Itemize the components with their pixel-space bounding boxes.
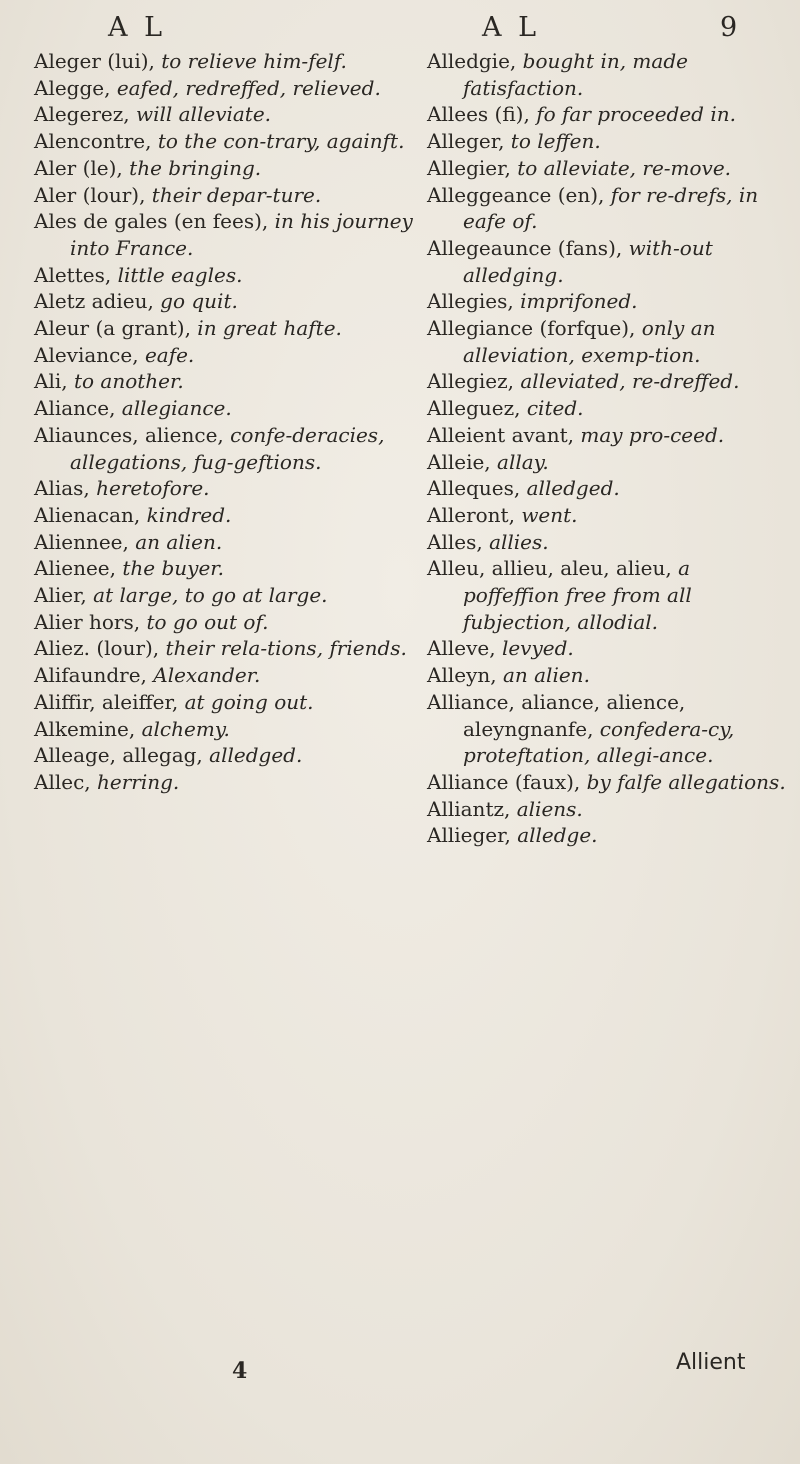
dictionary-entry xyxy=(427,822,789,849)
running-header xyxy=(0,12,800,52)
signature-mark: 4 xyxy=(232,1358,248,1384)
entry-headword: Alier, xyxy=(34,583,87,608)
entry-headword: Aleger (lui), xyxy=(34,49,155,73)
entry-definition: by falfe allegations. xyxy=(586,769,786,794)
dictionary-entry xyxy=(427,182,789,235)
entry-headword: Alencontre, xyxy=(34,129,152,154)
entry-headword: Ales de gales (en fees), xyxy=(34,209,269,234)
entry-definition: alleviated, re-dreffed. xyxy=(520,369,740,394)
dictionary-entry xyxy=(34,75,424,102)
entry-definition: allies. xyxy=(489,529,549,554)
entry-headword: Alegge, xyxy=(34,75,111,100)
entry-headword: Allegier, xyxy=(427,155,511,180)
entry-headword: Alleger, xyxy=(427,129,505,154)
entry-definition: go quit. xyxy=(160,289,238,314)
dictionary-entry xyxy=(34,208,424,261)
dictionary-entry xyxy=(427,101,789,128)
dictionary-entry xyxy=(427,48,789,101)
entry-definition: a poffeffion free from all fubjection, allodial. xyxy=(463,556,692,634)
entry-definition: at large, to go at large. xyxy=(93,583,328,608)
dictionary-entry xyxy=(34,529,424,556)
dictionary-entry xyxy=(427,288,789,315)
right-column xyxy=(427,48,789,849)
entry-definition: an alien. xyxy=(135,529,223,554)
dictionary-entry xyxy=(34,395,424,422)
entry-headword: Alleguez, xyxy=(427,396,521,421)
dictionary-entry xyxy=(34,262,424,289)
entry-headword: Alleyn, xyxy=(427,663,497,688)
dictionary-entry xyxy=(427,689,789,769)
dictionary-entry xyxy=(34,742,424,769)
entry-definition: aliens. xyxy=(516,796,583,821)
entry-definition: heretofore. xyxy=(96,476,210,501)
dictionary-entry xyxy=(427,315,789,368)
entry-headword: Allieger, xyxy=(427,823,511,848)
entry-headword: Aler (lour), xyxy=(34,182,146,207)
entry-definition: an alien. xyxy=(502,663,590,688)
header-left: A L xyxy=(108,12,167,43)
entry-definition: the buyer. xyxy=(122,556,224,581)
entry-definition: alledged. xyxy=(209,743,303,768)
dictionary-entry xyxy=(34,662,424,689)
entry-definition: confedera-cy, proteftation, allegi-ance. xyxy=(463,716,735,768)
entry-headword: Allec, xyxy=(34,769,91,794)
entry-headword: Alleient avant, xyxy=(427,422,575,447)
entry-headword: Alienee, xyxy=(34,556,116,581)
entry-headword: Aletz adieu, xyxy=(34,289,154,314)
entry-definition: kindred. xyxy=(146,502,232,527)
entry-definition: alledge. xyxy=(517,823,598,848)
entry-headword: Alles, xyxy=(427,529,483,554)
entry-definition: for re-drefs, in eafe of. xyxy=(463,182,759,234)
entry-headword: Alledgie, xyxy=(427,49,517,73)
dictionary-entry xyxy=(427,449,789,476)
entry-definition: bought in, made fatisfaction. xyxy=(463,49,688,100)
entry-headword: Alier hors, xyxy=(34,609,141,634)
entry-headword: Alliance (faux), xyxy=(427,769,581,794)
entry-headword: Alleie, xyxy=(427,449,491,474)
dictionary-entry xyxy=(34,422,424,475)
entry-headword: Ali, xyxy=(34,369,68,394)
entry-definition: levyed. xyxy=(501,636,574,661)
entry-definition: only an alleviation, exemp-tion. xyxy=(463,316,716,367)
entry-definition: to leffen. xyxy=(510,129,601,154)
dictionary-entry xyxy=(34,769,424,796)
dictionary-entry xyxy=(34,716,424,743)
entry-definition: herring. xyxy=(97,769,180,794)
entry-definition: alledged. xyxy=(526,476,620,501)
entry-definition: allegiance. xyxy=(121,396,232,421)
entry-headword: Alettes, xyxy=(34,262,112,287)
entry-definition: confe-deracies, allegations, fug-geftions. xyxy=(70,422,385,474)
dictionary-entry xyxy=(427,769,789,796)
dictionary-entry xyxy=(34,635,424,662)
dictionary-entry xyxy=(34,609,424,636)
entry-headword: Aleviance, xyxy=(34,342,139,367)
entry-definition: the bringing. xyxy=(129,155,262,180)
entry-headword: Aliaunces, alience, xyxy=(34,422,224,447)
entry-headword: Alleage, allegag, xyxy=(34,743,203,768)
dictionary-entry xyxy=(34,155,424,182)
entry-headword: Allees (fi), xyxy=(427,102,530,127)
entry-headword: Aleur (a grant), xyxy=(34,316,191,341)
dictionary-entry xyxy=(34,368,424,395)
dictionary-entry xyxy=(427,475,789,502)
dictionary-entry xyxy=(427,395,789,422)
entry-definition: alchemy. xyxy=(141,716,230,741)
entry-definition: to another. xyxy=(73,369,184,394)
entry-headword: Allegeaunce (fans), xyxy=(427,235,623,260)
entry-headword: Alkemine, xyxy=(34,716,136,741)
entry-headword: Aliennee, xyxy=(34,529,129,554)
entry-headword: Alleve, xyxy=(427,636,496,661)
entry-definition: their depar-ture. xyxy=(151,182,322,207)
entry-headword: Alliance, aliance, alience, aleyngnanfe, xyxy=(427,689,686,741)
dictionary-entry xyxy=(34,342,424,369)
catchword: Allient xyxy=(676,1350,746,1375)
entry-definition: to alleviate, re-move. xyxy=(517,155,732,180)
entry-definition: eafed, redreffed, relieved. xyxy=(116,75,381,100)
dictionary-entry xyxy=(34,48,424,75)
dictionary-entry xyxy=(427,529,789,556)
entry-definition: eafe. xyxy=(144,342,195,367)
entry-headword: Aliez. (lour), xyxy=(34,636,160,661)
dictionary-entry xyxy=(427,422,789,449)
entry-definition: with-out alledging. xyxy=(463,235,713,287)
dictionary-entry xyxy=(34,582,424,609)
page-number: 9 xyxy=(720,12,738,43)
entry-definition: their rela-tions, friends. xyxy=(165,636,407,661)
entry-headword: Allegiance (forfque), xyxy=(427,316,636,341)
entry-headword: Alienacan, xyxy=(34,502,141,527)
entry-headword: Alliantz, xyxy=(427,796,511,821)
entry-definition: Alexander. xyxy=(153,663,261,688)
entry-definition: may pro-ceed. xyxy=(580,422,725,447)
entry-headword: Alifaundre, xyxy=(34,663,147,688)
dictionary-entry xyxy=(427,555,789,635)
entry-headword: Aler (le), xyxy=(34,155,123,180)
entry-definition: imprifoned. xyxy=(520,289,638,314)
entry-definition: at going out. xyxy=(184,689,314,714)
left-column xyxy=(34,48,424,796)
entry-headword: Allegies, xyxy=(427,289,514,314)
entry-definition: to go out of. xyxy=(146,609,269,634)
dictionary-entry xyxy=(427,155,789,182)
dictionary-entry xyxy=(34,475,424,502)
entry-headword: Alleu, allieu, aleu, alieu, xyxy=(427,556,672,581)
entry-definition: cited. xyxy=(526,396,584,421)
entry-headword: Alleront, xyxy=(427,502,515,527)
dictionary-entry xyxy=(427,796,789,823)
entry-definition: allay. xyxy=(497,449,549,474)
entry-headword: Allegiez, xyxy=(427,369,515,394)
entry-definition: to relieve him-felf. xyxy=(161,49,347,73)
entry-headword: Aliance, xyxy=(34,396,116,421)
dictionary-entry xyxy=(427,662,789,689)
dictionary-entry xyxy=(34,502,424,529)
entry-headword: Aliffir, aleiffer, xyxy=(34,689,179,714)
dictionary-entry xyxy=(34,689,424,716)
entry-definition: went. xyxy=(521,502,578,527)
entry-headword: Alegerez, xyxy=(34,102,130,127)
dictionary-entry xyxy=(427,235,789,288)
entry-headword: Alias, xyxy=(34,476,90,501)
dictionary-entry xyxy=(34,182,424,209)
dictionary-entry xyxy=(427,368,789,395)
dictionary-entry xyxy=(427,635,789,662)
entry-definition: little eagles. xyxy=(117,262,243,287)
entry-headword: Alleggeance (en), xyxy=(427,182,605,207)
dictionary-entry xyxy=(34,288,424,315)
dictionary-entry xyxy=(427,502,789,529)
dictionary-entry xyxy=(34,128,424,155)
dictionary-entry xyxy=(34,555,424,582)
dictionary-entry xyxy=(427,128,789,155)
entry-headword: Alleques, xyxy=(427,476,521,501)
entry-definition: to the con-trary, againft. xyxy=(157,129,405,154)
dictionary-entry xyxy=(34,315,424,342)
dictionary-entry xyxy=(34,101,424,128)
entry-definition: in great hafte. xyxy=(197,316,342,341)
entry-definition: fo far proceeded in. xyxy=(536,102,736,127)
entry-definition: will alleviate. xyxy=(135,102,272,127)
header-middle: A L xyxy=(482,12,541,43)
entry-definition: in his journey into France. xyxy=(70,209,413,260)
